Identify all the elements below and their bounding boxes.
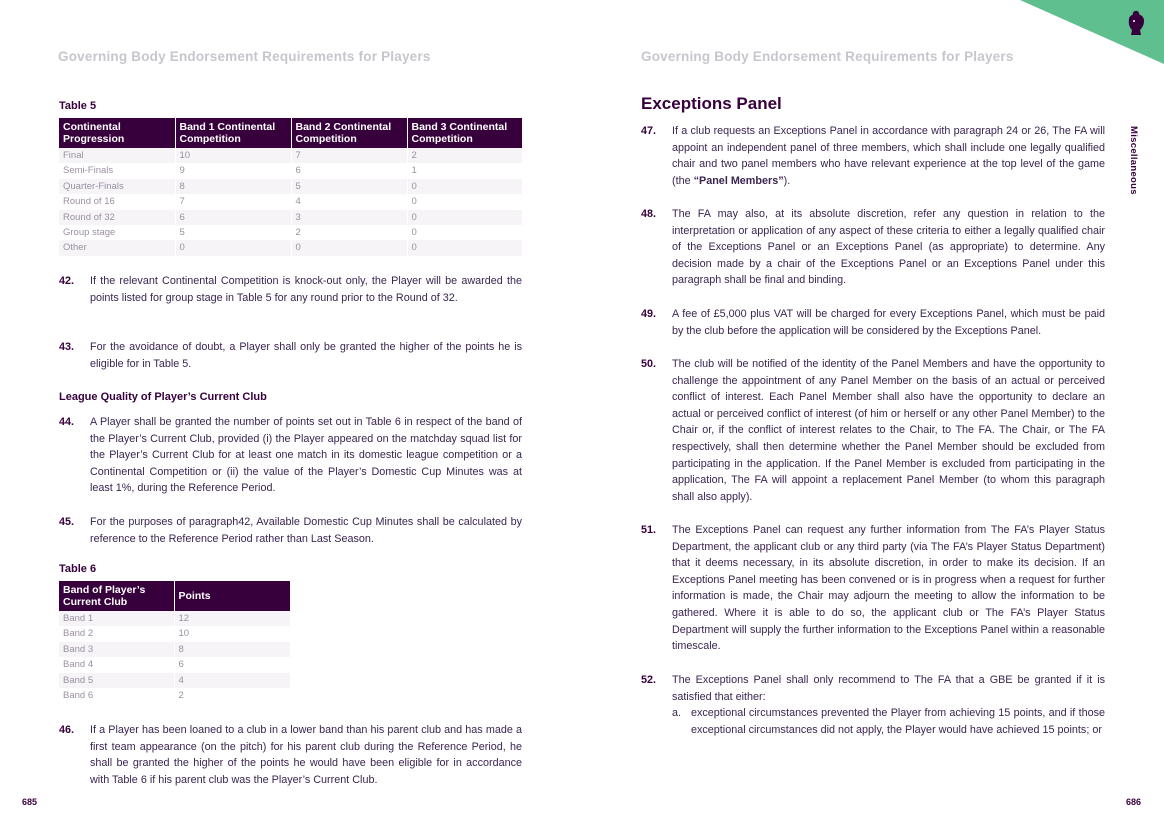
table6 xyxy=(59,581,290,703)
table5-title: Table 5 xyxy=(59,100,97,112)
table-cell: Band 4 xyxy=(59,657,174,672)
table-cell: 5 xyxy=(175,225,291,240)
paragraph-number: 50. xyxy=(641,358,657,370)
section-side-tab: Miscellaneous xyxy=(1128,126,1139,195)
table-row xyxy=(59,225,522,240)
paragraph-45 xyxy=(59,514,522,547)
table-row xyxy=(59,179,522,194)
paragraph-text: If the relevant Continental Competition is knock-out only, the Player will be awarded the points listed for group stage in Table 5 for any round prior to the Round of 32. xyxy=(90,275,522,304)
table-cell: Semi-Finals xyxy=(59,163,175,178)
paragraph-47 xyxy=(641,123,1105,189)
table-cell: 0 xyxy=(407,194,522,209)
table5-header: Band 1 Continental Competition xyxy=(175,118,291,148)
table-cell: 0 xyxy=(407,210,522,225)
table-row xyxy=(59,611,290,626)
paragraph-text: The Exceptions Panel shall only recommend to The FA that a GBE be granted if it is satisfied that either: xyxy=(672,674,1105,703)
paragraph-text: If a Player has been loaned to a club in a lower band than his parent club and has made a first team appearance (on the pitch) for his parent club during the Reference Period, he shall be granted the higher of the points he would have been eligible for in accordance with Table 6 if his parent club was the Player’s Current Club. xyxy=(90,724,522,786)
paragraph-50 xyxy=(641,356,1105,505)
table5-header-row xyxy=(59,118,522,148)
paragraph-number: 47. xyxy=(641,125,657,137)
table-cell: 8 xyxy=(174,642,290,657)
table-row xyxy=(59,148,522,163)
table-row xyxy=(59,673,290,688)
table-row xyxy=(59,194,522,209)
table-row xyxy=(59,688,290,703)
table-cell: 0 xyxy=(407,240,522,255)
league-quality-heading: League Quality of Player’s Current Club xyxy=(59,391,267,403)
table-cell: 2 xyxy=(174,688,290,703)
table-cell: 0 xyxy=(175,240,291,255)
table-row xyxy=(59,626,290,641)
table5-header: Continental Progression xyxy=(59,118,175,148)
table-cell: 2 xyxy=(407,148,522,163)
paragraph-42 xyxy=(59,273,522,306)
table-cell: 1 xyxy=(407,163,522,178)
paragraph-text-part: If a club requests an Exceptions Panel in accordance with paragraph 24 or 26, The FA will appoint an independent panel of three members, which shall include one legally qualified chair and two panel members who have relevant experience at the top level of the game (the xyxy=(672,125,1105,187)
table-cell: 9 xyxy=(175,163,291,178)
table-cell: Group stage xyxy=(59,225,175,240)
paragraph-text: For the avoidance of doubt, a Player shall only be granted the higher of the points he is eligible for in Table 5. xyxy=(90,341,522,370)
paragraph-number: 46. xyxy=(59,724,75,736)
table-row xyxy=(59,163,522,178)
paragraph-number: 44. xyxy=(59,416,75,428)
paragraph-text: The club will be notified of the identity of the Panel Members and have the opportunity to challenge the appointment of any Panel Member on the basis of an actual or perceived conflict of interest. Each Panel Member shall also have the opportunity to declare an actual or perceived conflict of interest (of him or herself or any other Panel Member) to the Chair or, if the conflict of interest relates to the Chair, to The FA. The Chair, or The FA respectively, shall then determine whether the Panel Member should be excluded from participating in the application. If the Panel Member is excluded from participating in the application, The FA will appoint a replacement Panel Member (to whom this paragraph shall also apply). xyxy=(672,358,1105,503)
paragraph-49 xyxy=(641,306,1105,339)
table-cell: Other xyxy=(59,240,175,255)
table-cell: 7 xyxy=(291,148,407,163)
table-cell: 10 xyxy=(174,626,290,641)
table-cell: 10 xyxy=(175,148,291,163)
corner-decoration xyxy=(1020,0,1164,64)
paragraph-51 xyxy=(641,522,1105,655)
table-cell: 6 xyxy=(175,210,291,225)
sub-item-text: exceptional circumstances prevented the Player from achieving 15 points, and if those exceptional circumstances did not apply, the Player would have achieved 15 points; or xyxy=(691,707,1105,736)
table-cell: 2 xyxy=(291,225,407,240)
paragraph-46 xyxy=(59,722,522,788)
paragraph-52 xyxy=(641,672,1105,738)
paragraph-text-part: ). xyxy=(783,174,791,187)
running-head-left: Governing Body Endorsement Requirements for Players xyxy=(58,49,431,64)
table-cell: 6 xyxy=(174,657,290,672)
table-row xyxy=(59,642,290,657)
paragraph-number: 52. xyxy=(641,674,657,686)
table5 xyxy=(59,118,522,256)
paragraph-text: A Player shall be granted the number of points set out in Table 6 in respect of the band of the Player’s Current Club, provided (i) the Player appeared on the matchday squad list for the Player’s Current Club for at least one match in its domestic league competition or a Continental Competition or (ii) the value of the Player’s Domestic Cup Minutes was at least 1%, during the Reference Period. xyxy=(90,416,522,495)
table-cell: Band 2 xyxy=(59,626,174,641)
table5-header: Band 3 Continental Competition xyxy=(407,118,522,148)
section-title: Exceptions Panel xyxy=(641,94,782,113)
table-cell: Band 1 xyxy=(59,611,174,626)
page-number-right: 686 xyxy=(1126,797,1142,807)
table-cell: 0 xyxy=(291,240,407,255)
table-cell: 4 xyxy=(174,673,290,688)
table-cell: 5 xyxy=(291,179,407,194)
table-cell: Band 3 xyxy=(59,642,174,657)
sub-item-label: a. xyxy=(672,707,682,720)
table-cell: Round of 16 xyxy=(59,194,175,209)
table-row xyxy=(59,657,290,672)
paragraph-number: 51. xyxy=(641,524,657,536)
table-cell: Band 5 xyxy=(59,673,174,688)
paragraph-number: 49. xyxy=(641,308,657,320)
paragraph-48 xyxy=(641,206,1105,289)
paragraph-text: For the purposes of paragraph42, Available Domestic Cup Minutes shall be calculated by reference to the Reference Period rather than Last Season. xyxy=(90,516,522,545)
table6-header: Points xyxy=(174,581,290,611)
table-cell: 4 xyxy=(291,194,407,209)
table-cell: 12 xyxy=(174,611,290,626)
table-row xyxy=(59,210,522,225)
paragraph-text: The FA may also, at its absolute discretion, refer any question in relation to the interpretation or application of any aspect of these criteria to either a legally qualified chair of the Exceptions Panel or an Exceptions Panel (as appropriate) to determine. Any decision made by a chair of the Exceptions Panel or an Exceptions Panel under this paragraph shall be final and binding. xyxy=(672,208,1105,287)
table-cell: Band 6 xyxy=(59,688,174,703)
table-cell: 8 xyxy=(175,179,291,194)
table-cell: Final xyxy=(59,148,175,163)
table5-header: Band 2 Continental Competition xyxy=(291,118,407,148)
table-row xyxy=(59,240,522,255)
table-cell: 0 xyxy=(407,179,522,194)
table6-header-row xyxy=(59,581,290,611)
table-cell: 3 xyxy=(291,210,407,225)
page-number-left: 685 xyxy=(22,797,38,807)
paragraph-text: The Exceptions Panel can request any further information from The FA’s Player Status Department, the applicant club or any third party (via The FA’s Player Status Department) that it deems necessary, in its absolute discretion, in order to make its decision. If an Exceptions Panel meeting has been convened or is in progress when a request for further information is made, the Chair may adjourn the meeting to allow the information to be gathered. Where it is able to do so, the applicant club or The FA’s Player Status Department will supply the further information to the Exceptions Panel within a reasonable timescale. xyxy=(672,524,1105,653)
corner-accent-shape xyxy=(1020,0,1164,64)
running-head-right: Governing Body Endorsement Requirements for Players xyxy=(641,49,1014,64)
table6-title: Table 6 xyxy=(59,563,97,575)
table-cell: 6 xyxy=(291,163,407,178)
paragraph-number: 43. xyxy=(59,341,75,353)
table-cell: Quarter-Finals xyxy=(59,179,175,194)
right-page xyxy=(582,0,1164,826)
paragraph-44 xyxy=(59,414,522,497)
sub-item-a xyxy=(672,705,1105,738)
paragraph-number: 48. xyxy=(641,208,657,220)
paragraph-number: 42. xyxy=(59,275,75,287)
paragraph-number: 45. xyxy=(59,516,75,528)
paragraph-43 xyxy=(59,339,522,372)
table-cell: Round of 32 xyxy=(59,210,175,225)
table6-header: Band of Player’s Current Club xyxy=(59,581,174,611)
defined-term: “Panel Members” xyxy=(693,174,784,187)
paragraph-text xyxy=(672,123,1105,189)
paragraph-text: A fee of £5,000 plus VAT will be charged for every Exceptions Panel, which must be paid by the club before the application will be considered by the Exceptions Panel. xyxy=(672,308,1105,337)
table-cell: 7 xyxy=(175,194,291,209)
table-cell: 0 xyxy=(407,225,522,240)
